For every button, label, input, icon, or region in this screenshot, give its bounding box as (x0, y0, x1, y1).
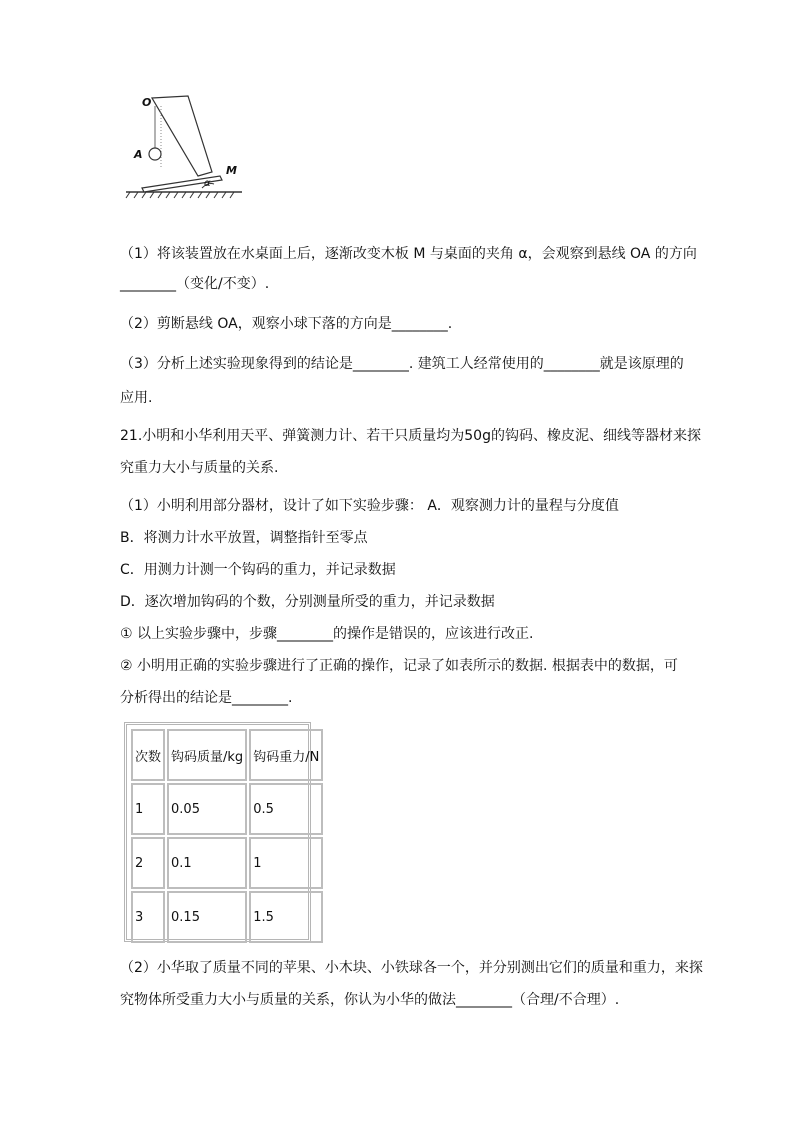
circle-1-line: ① 以上实验步骤中，步骤________的操作是错误的，应该进行改正. (120, 626, 534, 642)
q2-part-line-1: （2）小华取了质量不同的苹果、小木块、小铁球各一个，并分别测出它们的质量和重力，来探 (120, 960, 703, 976)
label-alpha: α (204, 178, 211, 189)
label-m: M (226, 164, 237, 177)
table-row (131, 837, 323, 889)
header-cell: 钩码重力/N (249, 729, 323, 781)
table-cell: 1.5 (249, 891, 323, 943)
q3-line-1: （3）分析上述实验现象得到的结论是________. 建筑工人经常使用的________就是该原理的 (120, 356, 684, 372)
table-header-row (131, 729, 323, 781)
table-cell: 3 (131, 891, 165, 943)
circle-2-line-1: ② 小明用正确的实验步骤进行了正确的操作，记录了如表所示的数据. 根据表中的数据，可 (120, 658, 678, 674)
step-d: D．逐次增加钩码的个数，分别测量所受的重力，并记录数据 (120, 594, 495, 610)
table-row (131, 783, 323, 835)
q21-line-1: 21.小明和小华利用天平、弹簧测力计、若干只质量均为50g的钩码、橡皮泥、细线等器材来探 (120, 428, 701, 444)
data-table (124, 722, 320, 942)
pendulum-figure (124, 88, 244, 200)
table-cell: 2 (131, 837, 165, 889)
step-b: B．将测力计水平放置，调整指针至零点 (120, 530, 368, 546)
q1-line-2: ________（变化/不变）. (120, 276, 270, 292)
table-cell: 0.5 (249, 783, 323, 835)
table-cell: 1 (249, 837, 323, 889)
q2-part-line-2: 究物体所受重力大小与质量的关系，你认为小华的做法________（合理/不合理）. (120, 992, 620, 1008)
q3-line-2: 应用. (120, 390, 153, 406)
label-o: O (142, 96, 152, 109)
table-cell: 0.1 (167, 837, 247, 889)
table-row (131, 891, 323, 943)
table-cell: 1 (131, 783, 165, 835)
header-cell: 钩码质量/kg (167, 729, 247, 781)
q2-line: （2）剪断悬线 OA，观察小球下落的方向是________. (120, 316, 453, 332)
step-intro: （1）小明利用部分器材，设计了如下实验步骤： A．观察测力计的量程与分度值 (120, 498, 619, 514)
table-cell: 0.05 (167, 783, 247, 835)
step-c: C．用测力计测一个钩码的重力，并记录数据 (120, 562, 396, 578)
table-cell: 0.15 (167, 891, 247, 943)
label-a: A (134, 148, 143, 161)
circle-2-line-2: 分析得出的结论是________. (120, 690, 293, 706)
q1-line-1: （1）将该装置放在水桌面上后，逐渐改变木板 M 与桌面的夹角 α，会观察到悬线 OA 的方向 (120, 246, 697, 262)
header-cell: 次数 (131, 729, 165, 781)
q21-line-2: 究重力大小与质量的关系. (120, 460, 279, 476)
